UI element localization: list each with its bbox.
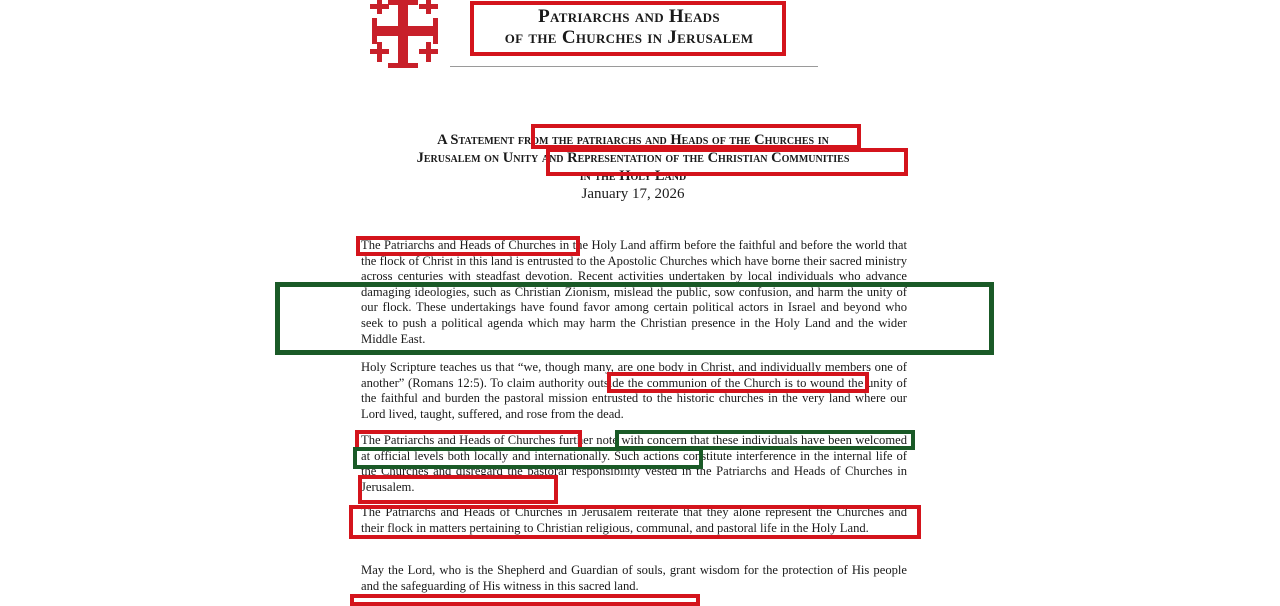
statement-date: January 17, 2026 — [581, 186, 685, 202]
organization-name — [478, 6, 780, 48]
paragraph-3: The Patriarchs and Heads of Churches further note with concern that these individuals have been welcomed at official levels both locally and internationally. Such actions constitute interference in the internal life of the Churches and disregard the pastoral responsibility vested in the Patriarchs and Heads of Churches in Jerusalem. — [361, 433, 907, 494]
paragraph-1: The Patriarchs and Heads of Churches in the Holy Land affirm before the faithful and before the world that the flock of Christ in this land is entrusted to the Apostolic Churches which have borne their sacred ministry across centuries with steadfast devotion. Recent activities undertaken by local individuals who advance damaging ideologies, such as Christian Zionism, mislead the public, sow confusion, and harm the unity of our flock. These undertakings have found favor among certain political actors in Israel and beyond who seek to push a political agenda which may harm the Christian presence in the Holy Land and the wider Middle East. — [361, 238, 907, 346]
title-line-2: Jerusalem on Unity and Representation of the Christian Communities — [416, 150, 850, 166]
org-line-1: Patriarchs and Heads — [538, 6, 720, 27]
title-line-1: A Statement from the patriarchs and Heads of the Churches in — [437, 132, 829, 148]
org-line-2: of the Churches in Jerusalem — [504, 27, 754, 48]
paragraph-5: May the Lord, who is the Shepherd and Guardian of souls, grant wisdom for the protection of His people and the safeguarding of His witness in this sacred land. — [361, 563, 907, 593]
highlight-bottom-partial — [350, 594, 700, 606]
paragraph-4: The Patriarchs and Heads of Churches in Jerusalem reiterate that they alone represent the Churches and their flock in matters pertaining to Christian religious, communal, and pastoral life in the Holy Land. — [361, 505, 907, 535]
jerusalem-cross-icon — [360, 0, 450, 68]
title-line-3: in the Holy Land — [579, 168, 687, 184]
header-divider — [450, 66, 818, 67]
statement-title — [340, 131, 926, 185]
paragraph-2: Holy Scripture teaches us that “we, though many, are one body in Christ, and individually members one of another” (Romans 12:5). To claim authority outside the communion of the Church is to wound the unity of the faithful and burden the pastoral mission entrusted to the historic churches in the very land where our Lord lived, taught, suffered, and rose from the dead. — [361, 360, 907, 421]
